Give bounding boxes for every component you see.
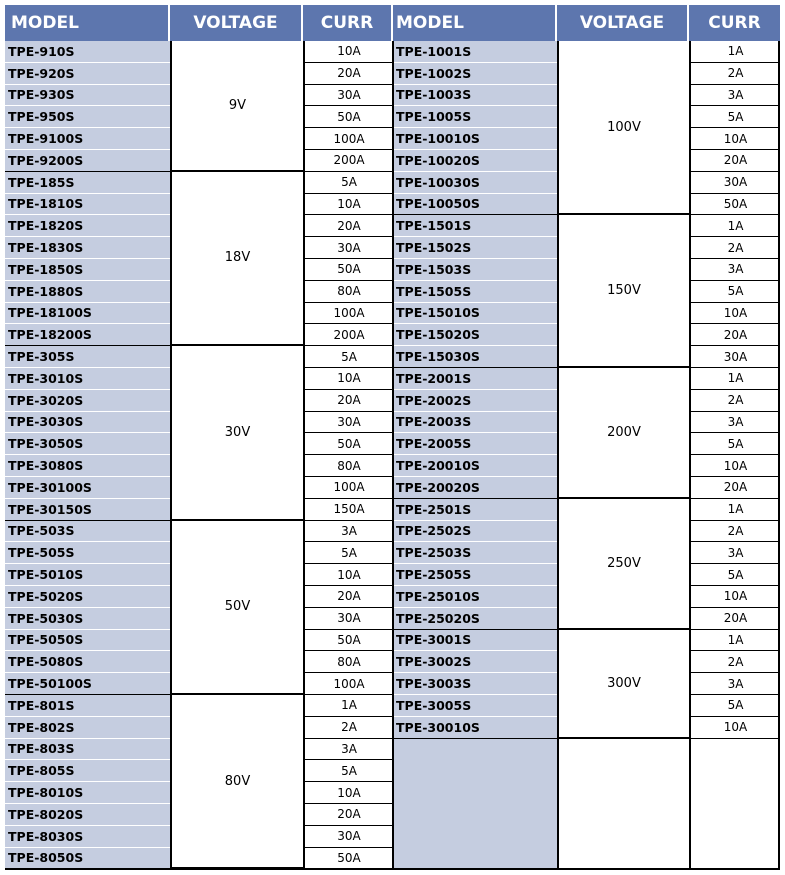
left-current-cell: 10A — [303, 368, 393, 390]
left-current-cell: 50A — [303, 106, 393, 128]
left-model-cell: TPE-505S — [5, 542, 170, 564]
left-model-cell: TPE-1810S — [5, 194, 170, 216]
left-model-cell: TPE-950S — [5, 106, 170, 128]
left-voltage-cell: 50V — [170, 521, 303, 695]
left-model-cell: TPE-805S — [5, 760, 170, 782]
right-model-cell: TPE-1502S — [393, 237, 557, 259]
left-model-cell: TPE-8030S — [5, 826, 170, 848]
left-current-cell: 20A — [303, 63, 393, 85]
right-current-cell: 5A — [689, 433, 780, 455]
left-voltage-cell: 9V — [170, 41, 303, 172]
right-model-cell: TPE-15010S — [393, 303, 557, 325]
right-model-cell: TPE-2001S — [393, 368, 557, 390]
left-model-cell: TPE-930S — [5, 85, 170, 107]
right-current-cell: 20A — [689, 324, 780, 346]
right-voltage-cell: 200V — [557, 368, 689, 499]
left-model-cell: TPE-8050S — [5, 848, 170, 870]
right-current-cell: 10A — [689, 128, 780, 150]
right-model-cell: TPE-1005S — [393, 106, 557, 128]
left-current-cell: 10A — [303, 564, 393, 586]
left-current-cell: 200A — [303, 324, 393, 346]
right-model-cell: TPE-2503S — [393, 542, 557, 564]
left-current-cell: 100A — [303, 477, 393, 499]
right-current-cell: 3A — [689, 542, 780, 564]
left-current-cell: 50A — [303, 848, 393, 870]
left-model-cell: TPE-185S — [5, 172, 170, 194]
left-current-cell: 30A — [303, 826, 393, 848]
left-model-cell: TPE-1850S — [5, 259, 170, 281]
left-model-cell: TPE-5050S — [5, 630, 170, 652]
right-current-cell: 2A — [689, 521, 780, 543]
left-current-cell: 30A — [303, 412, 393, 434]
left-current-cell: 200A — [303, 150, 393, 172]
left-current-cell: 1A — [303, 695, 393, 717]
left-model-cell: TPE-5030S — [5, 608, 170, 630]
left-current-cell: 20A — [303, 390, 393, 412]
right-current-cell: 5A — [689, 564, 780, 586]
right-model-cell: TPE-2505S — [393, 564, 557, 586]
left-voltage-cell: 30V — [170, 346, 303, 520]
left-current-cell: 10A — [303, 782, 393, 804]
right-current-cell: 10A — [689, 303, 780, 325]
right-current-cell: 2A — [689, 63, 780, 85]
center-divider — [392, 41, 394, 869]
left-current-cell: 100A — [303, 673, 393, 695]
right-model-cell: TPE-25010S — [393, 586, 557, 608]
right-current-cell: 2A — [689, 390, 780, 412]
left-model-cell: TPE-3020S — [5, 390, 170, 412]
right-model-cell: TPE-1503S — [393, 259, 557, 281]
left-current-cell: 30A — [303, 608, 393, 630]
right-model-cell: TPE-2002S — [393, 390, 557, 412]
right-current-cell: 2A — [689, 651, 780, 673]
left-model-cell: TPE-18200S — [5, 324, 170, 346]
left-model-cell: TPE-503S — [5, 521, 170, 543]
left-current-cell: 20A — [303, 586, 393, 608]
left-model-cell: TPE-30100S — [5, 477, 170, 499]
left-current-cell: 5A — [303, 542, 393, 564]
right-current-cell: 5A — [689, 106, 780, 128]
right-model-cell: TPE-2003S — [393, 412, 557, 434]
right-empty-model-area — [393, 739, 557, 870]
right-current-cell: 10A — [689, 455, 780, 477]
right-model-cell: TPE-1002S — [393, 63, 557, 85]
right-current-cell: 2A — [689, 237, 780, 259]
right-current-cell: 1A — [689, 41, 780, 63]
left-current-cell: 100A — [303, 303, 393, 325]
left-voltage-cell: 18V — [170, 172, 303, 346]
right-model-cell: TPE-3002S — [393, 651, 557, 673]
right-model-cell: TPE-30010S — [393, 717, 557, 739]
right-current-cell: 10A — [689, 586, 780, 608]
left-current-cell: 10A — [303, 41, 393, 63]
right-current-cell: 5A — [689, 695, 780, 717]
right-model-cell: TPE-10010S — [393, 128, 557, 150]
left-current-cell: 80A — [303, 455, 393, 477]
right-voltage-cell: 150V — [557, 215, 689, 368]
right-model-cell: TPE-10020S — [393, 150, 557, 172]
left-model-cell: TPE-9100S — [5, 128, 170, 150]
left-current-cell: 10A — [303, 194, 393, 216]
right-current-cell: 10A — [689, 717, 780, 739]
right-current-cell: 1A — [689, 630, 780, 652]
right-voltage-cell: 300V — [557, 630, 689, 739]
left-model-cell: TPE-801S — [5, 695, 170, 717]
left-model-cell: TPE-8020S — [5, 804, 170, 826]
header-current-left: CURR — [303, 5, 393, 41]
left-model-cell: TPE-3010S — [5, 368, 170, 390]
right-model-cell: TPE-3001S — [393, 630, 557, 652]
left-model-cell: TPE-5080S — [5, 651, 170, 673]
right-voltage-cell: 100V — [557, 41, 689, 215]
right-current-cell: 30A — [689, 346, 780, 368]
left-current-cell: 150A — [303, 499, 393, 521]
table-bottom-border — [5, 868, 780, 870]
left-current-cell: 20A — [303, 804, 393, 826]
left-model-cell: TPE-1880S — [5, 281, 170, 303]
left-current-cell: 5A — [303, 346, 393, 368]
right-current-cell: 3A — [689, 673, 780, 695]
right-current-cell: 3A — [689, 259, 780, 281]
header-current-right: CURR — [689, 5, 780, 41]
right-current-cell: 1A — [689, 215, 780, 237]
left-current-cell: 30A — [303, 85, 393, 107]
left-current-cell: 100A — [303, 128, 393, 150]
left-model-cell: TPE-802S — [5, 717, 170, 739]
left-model-cell: TPE-9200S — [5, 150, 170, 172]
right-model-cell: TPE-15030S — [393, 346, 557, 368]
left-current-cell: 80A — [303, 651, 393, 673]
right-model-cell: TPE-2502S — [393, 521, 557, 543]
right-model-cell: TPE-1001S — [393, 41, 557, 63]
right-current-cell: 5A — [689, 281, 780, 303]
right-model-cell: TPE-20020S — [393, 477, 557, 499]
left-model-cell: TPE-5010S — [5, 564, 170, 586]
right-current-cell: 3A — [689, 85, 780, 107]
left-current-cell: 3A — [303, 521, 393, 543]
left-model-cell: TPE-3050S — [5, 433, 170, 455]
right-current-cell: 20A — [689, 150, 780, 172]
left-model-cell: TPE-5020S — [5, 586, 170, 608]
right-model-cell: TPE-2005S — [393, 433, 557, 455]
left-current-cell: 80A — [303, 281, 393, 303]
left-current-cell: 3A — [303, 739, 393, 761]
left-current-cell: 50A — [303, 259, 393, 281]
right-model-cell: TPE-1505S — [393, 281, 557, 303]
right-empty-voltage-area — [557, 739, 689, 870]
left-model-cell: TPE-803S — [5, 739, 170, 761]
right-empty-current-area — [689, 739, 780, 870]
header-voltage-left: VOLTAGE — [170, 5, 303, 41]
right-current-cell: 30A — [689, 172, 780, 194]
left-current-cell: 2A — [303, 717, 393, 739]
right-current-cell: 50A — [689, 194, 780, 216]
header-model-right: MODEL — [393, 5, 557, 41]
header-model-left: MODEL — [5, 5, 170, 41]
right-model-cell: TPE-10030S — [393, 172, 557, 194]
right-model-cell: TPE-25020S — [393, 608, 557, 630]
right-voltage-cell: 250V — [557, 499, 689, 630]
left-current-cell: 20A — [303, 215, 393, 237]
left-model-cell: TPE-50100S — [5, 673, 170, 695]
right-model-cell: TPE-10050S — [393, 194, 557, 216]
right-model-cell: TPE-2501S — [393, 499, 557, 521]
left-model-cell: TPE-920S — [5, 63, 170, 85]
left-model-cell: TPE-30150S — [5, 499, 170, 521]
left-current-cell: 5A — [303, 172, 393, 194]
table-right-border — [778, 41, 780, 869]
right-current-cell: 1A — [689, 499, 780, 521]
left-current-cell: 5A — [303, 760, 393, 782]
right-current-cell: 20A — [689, 608, 780, 630]
left-voltage-cell: 80V — [170, 695, 303, 869]
right-model-cell: TPE-15020S — [393, 324, 557, 346]
left-model-cell: TPE-3030S — [5, 412, 170, 434]
right-model-cell: TPE-1501S — [393, 215, 557, 237]
header-voltage-right: VOLTAGE — [557, 5, 689, 41]
left-current-cell: 50A — [303, 630, 393, 652]
left-current-cell: 50A — [303, 433, 393, 455]
right-model-cell: TPE-20010S — [393, 455, 557, 477]
left-model-cell: TPE-1820S — [5, 215, 170, 237]
left-model-cell: TPE-910S — [5, 41, 170, 63]
left-model-cell: TPE-8010S — [5, 782, 170, 804]
left-model-cell: TPE-1830S — [5, 237, 170, 259]
left-current-cell: 30A — [303, 237, 393, 259]
left-model-cell: TPE-18100S — [5, 303, 170, 325]
right-model-cell: TPE-3005S — [393, 695, 557, 717]
left-model-cell: TPE-3080S — [5, 455, 170, 477]
right-current-cell: 1A — [689, 368, 780, 390]
right-model-cell: TPE-3003S — [393, 673, 557, 695]
left-model-cell: TPE-305S — [5, 346, 170, 368]
right-current-cell: 3A — [689, 412, 780, 434]
right-model-cell: TPE-1003S — [393, 85, 557, 107]
right-current-cell: 20A — [689, 477, 780, 499]
